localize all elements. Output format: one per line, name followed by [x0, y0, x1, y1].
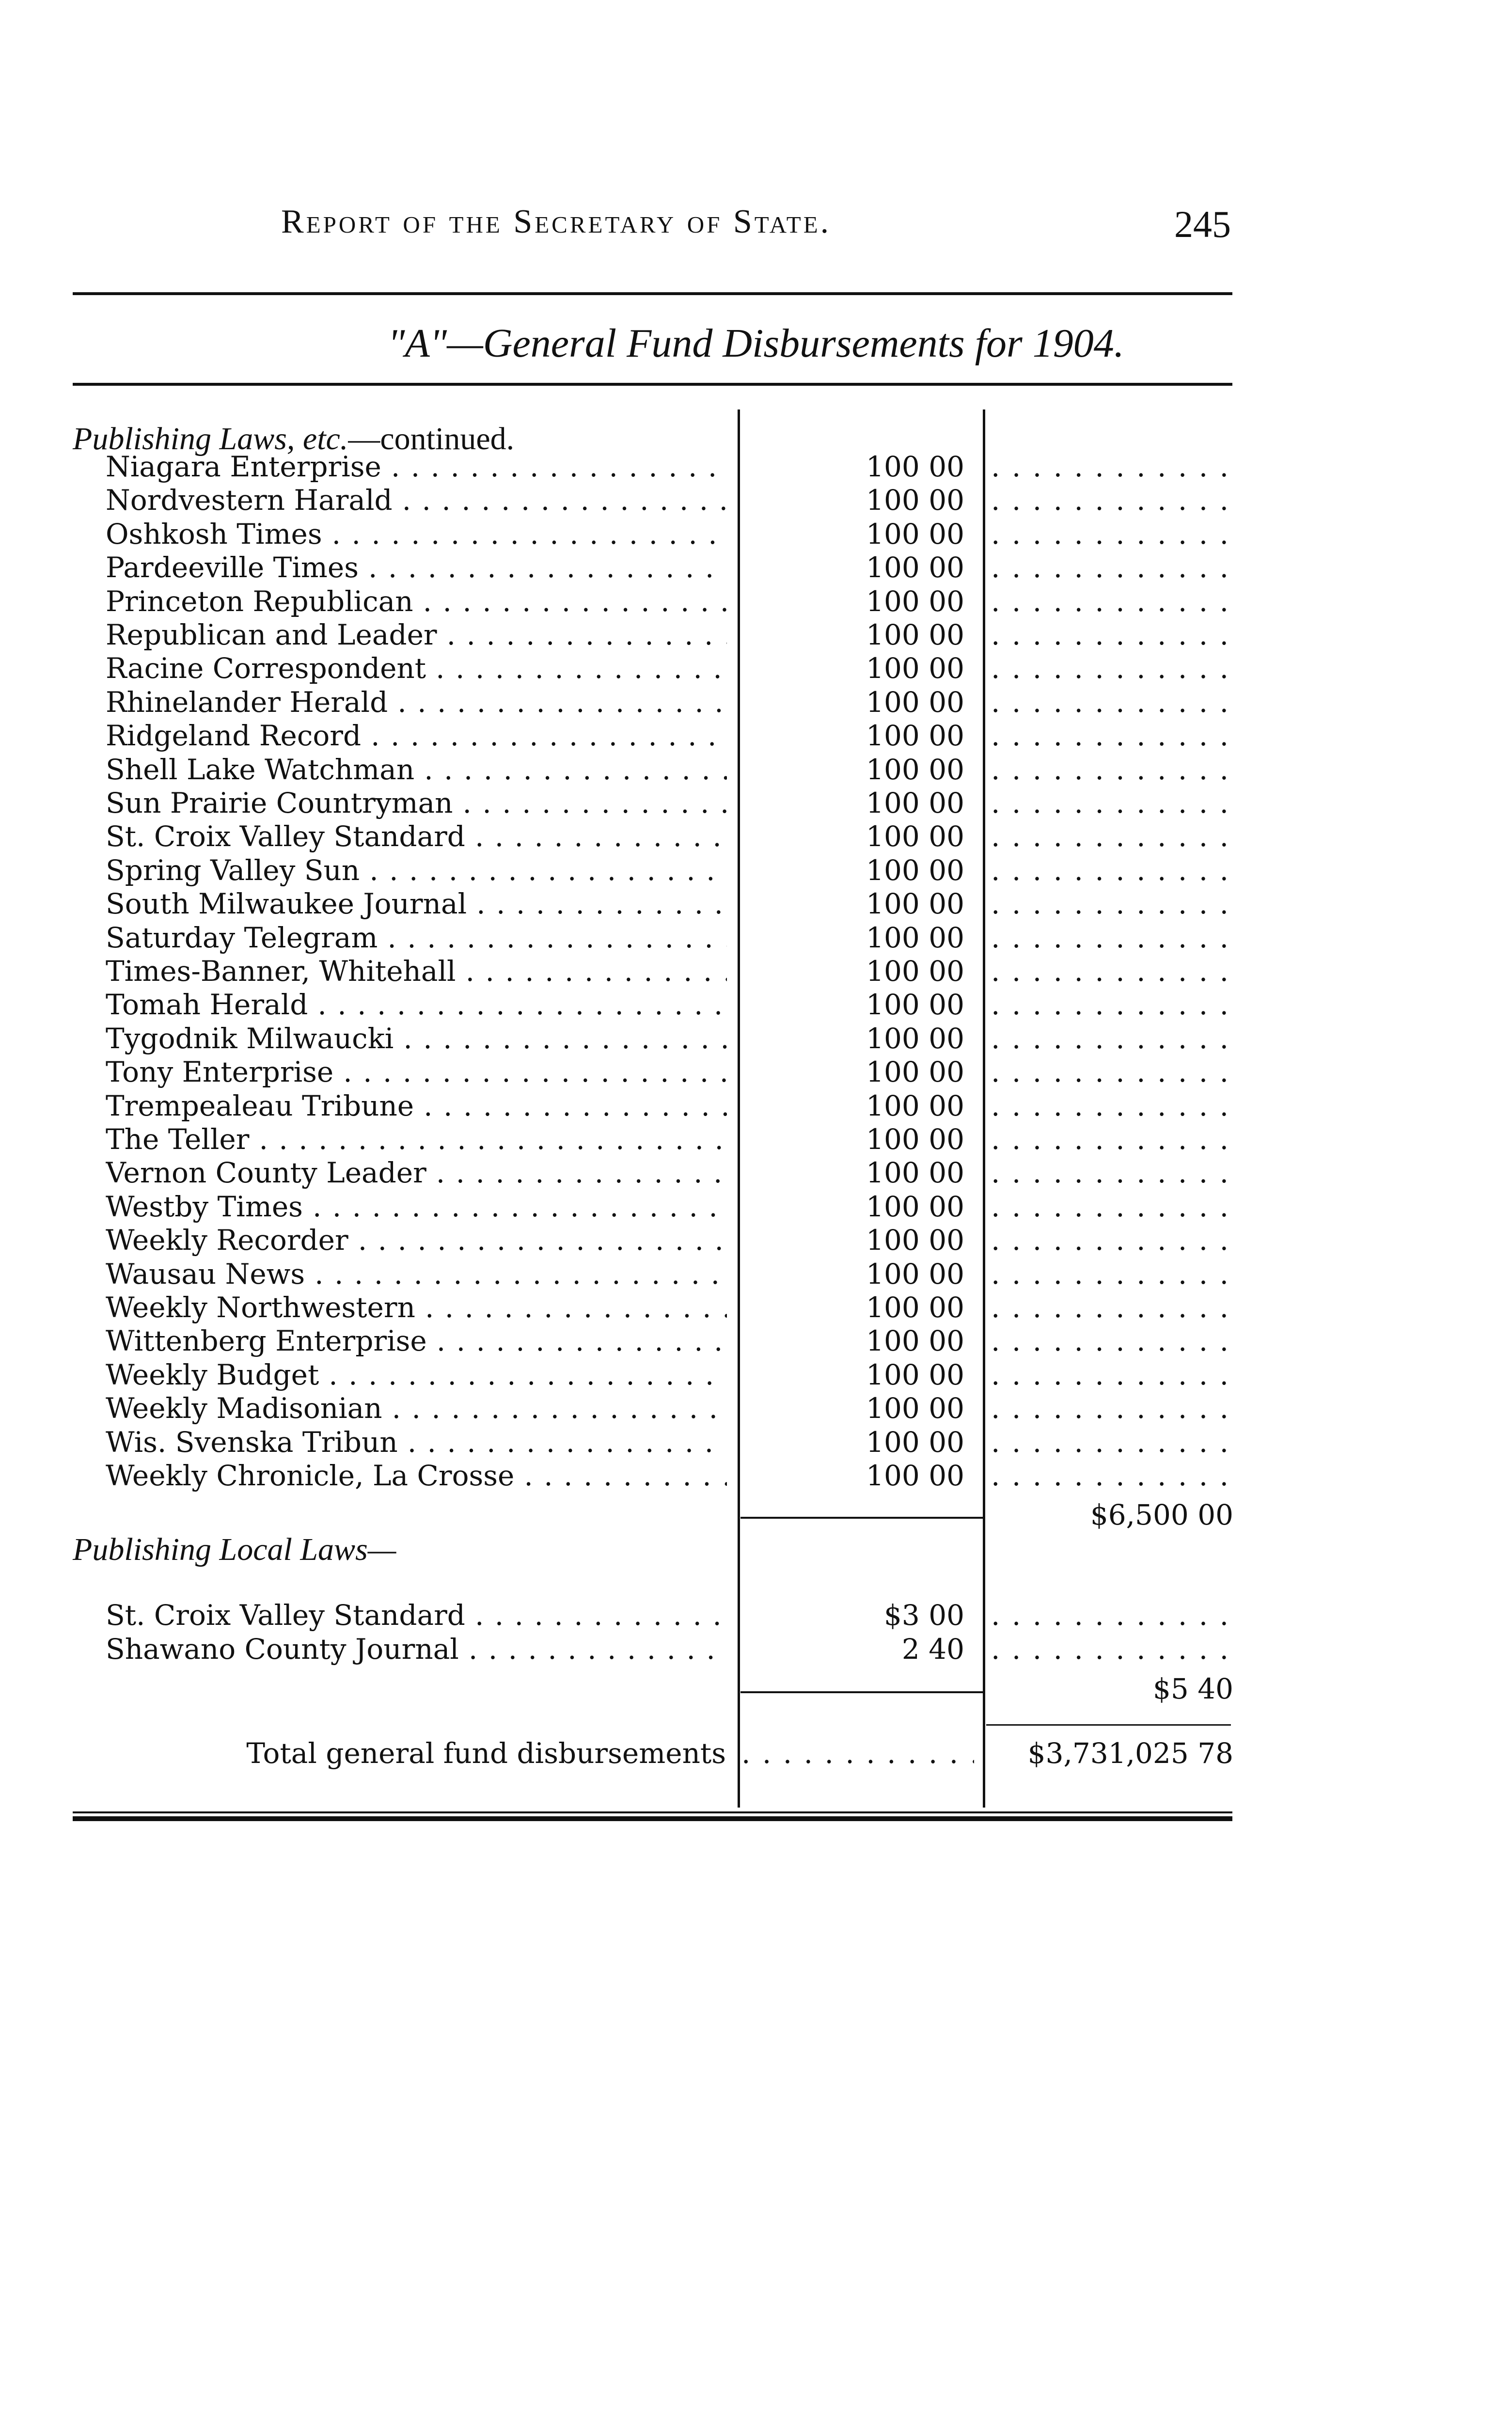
total-column-dots — [991, 754, 1236, 786]
leader-dots — [305, 1258, 727, 1290]
table-row — [0, 1191, 1512, 1223]
table-row — [0, 989, 1512, 1021]
total-column-dots — [991, 1325, 1236, 1357]
leader-dots — [319, 1359, 727, 1391]
total-column-dots — [991, 1224, 1236, 1256]
leader-dots — [249, 1123, 727, 1155]
total-column-dots — [991, 1023, 1236, 1054]
leader-dots — [361, 720, 727, 752]
paper-name: Tygodnik Milwaucki . . . — [106, 1023, 727, 1054]
paper-name: Shawano County Journal . . . — [106, 1633, 727, 1665]
paper-name: Oshkosh Times . . . — [106, 518, 727, 550]
table-row — [0, 787, 1512, 819]
leader-dots — [437, 619, 727, 651]
amount: 100 00 — [866, 1089, 964, 1122]
total-label: Total general fund disbursements — [246, 1737, 726, 1770]
paper-name: Weekly Northwestern . . . — [106, 1291, 727, 1323]
page-header — [281, 203, 1231, 251]
running-title: Report of the Secretary of State. — [281, 203, 832, 240]
amount: 100 00 — [866, 517, 964, 551]
table-row — [0, 1359, 1512, 1391]
total-amount: $3,731,025 78 — [1027, 1737, 1233, 1770]
paper-name: Pardeeville Times . . . — [106, 551, 727, 583]
total-column-dots — [991, 518, 1236, 550]
amount: 100 00 — [866, 1425, 964, 1459]
leader-dots — [514, 1460, 727, 1492]
table-row — [0, 1633, 1512, 1665]
total-column-dots — [991, 1056, 1236, 1088]
total-column-dots — [991, 1090, 1236, 1122]
amount: 100 00 — [866, 988, 964, 1022]
table-row — [0, 686, 1512, 718]
amount: 100 00 — [866, 1055, 964, 1089]
paper-name: Weekly Chronicle, La Crosse . . . — [106, 1460, 727, 1492]
table-row — [0, 518, 1512, 550]
total-column-dots — [991, 1123, 1236, 1155]
leader-dots — [360, 854, 727, 886]
paper-name: Tony Enterprise . . . — [106, 1056, 727, 1088]
total-column-dots — [991, 1291, 1236, 1323]
paper-name: Westby Times . . . — [106, 1191, 727, 1223]
leader-dots — [394, 1023, 727, 1054]
total-row — [0, 1737, 1512, 1769]
table-row — [0, 888, 1512, 920]
paper-name: Sun Prairie Countryman . . . — [106, 787, 727, 819]
amount: 100 00 — [866, 618, 964, 651]
amount: 100 00 — [866, 685, 964, 719]
page-number: 245 — [1174, 203, 1231, 245]
amount: 100 00 — [866, 450, 964, 483]
paper-name: St. Croix Valley Standard . . . — [106, 820, 727, 852]
section-heading-publishing-laws: Publishing Laws, etc.—continued. — [73, 421, 515, 456]
paper-name: Weekly Recorder . . . — [106, 1224, 727, 1256]
table-row — [0, 720, 1512, 752]
table-row — [0, 1023, 1512, 1054]
amount: 2 40 — [901, 1633, 964, 1666]
paper-name: Ridgeland Record . . . — [106, 720, 727, 752]
section-heading-local-laws: Publishing Local Laws— — [73, 1532, 396, 1567]
paper-name: Princeton Republican . . . — [106, 585, 727, 617]
subtotal-publishing-laws: $6,500 00 — [1090, 1498, 1233, 1531]
subtitle-rule — [73, 383, 1232, 386]
total-column-dots — [991, 820, 1236, 852]
total-column-dots — [991, 484, 1236, 516]
total-column-dots — [991, 652, 1236, 684]
table-row — [0, 922, 1512, 954]
total-column-dots — [991, 888, 1236, 920]
leader-dots — [415, 1291, 727, 1323]
header-rule — [73, 292, 1232, 295]
amount: 100 00 — [866, 719, 964, 753]
paper-name: Times-Banner, Whitehall . . . — [106, 955, 727, 987]
total-column-dots — [991, 989, 1236, 1021]
paper-name: St. Croix Valley Standard . . . — [106, 1599, 727, 1631]
paper-name: Wittenberg Enterprise . . . — [106, 1325, 727, 1357]
amount: 100 00 — [866, 887, 964, 921]
leader-dots — [348, 1224, 727, 1256]
amount: 100 00 — [866, 1324, 964, 1358]
amount: 100 00 — [866, 1156, 964, 1190]
total-column-dots — [991, 1426, 1236, 1458]
paper-name: South Milwaukee Journal . . . — [106, 888, 727, 920]
subtotal-local-laws: $5 40 — [1152, 1672, 1233, 1705]
leader-dots — [453, 787, 727, 819]
table-title: "A"—General Fund Disbursements for 1904. — [388, 321, 1124, 366]
table-row — [0, 451, 1512, 483]
paper-name: Tomah Herald . . . — [106, 989, 727, 1021]
subtotal-row-2 — [0, 1673, 1512, 1705]
paper-name: Weekly Budget . . . — [106, 1359, 727, 1391]
amount: 100 00 — [866, 1291, 964, 1324]
total-column-dots — [991, 1359, 1236, 1391]
amount: 100 00 — [866, 551, 964, 584]
amount: 100 00 — [866, 1224, 964, 1257]
total-column-dots — [991, 1157, 1236, 1189]
leader-dots — [333, 1056, 727, 1088]
table-row — [0, 1090, 1512, 1122]
total-column-dots — [991, 720, 1236, 752]
table-row — [0, 1258, 1512, 1290]
paper-name: Republican and Leader . . . — [106, 619, 727, 651]
leader-dots — [382, 1392, 727, 1424]
total-rule — [986, 1724, 1231, 1726]
amount: 100 00 — [866, 1358, 964, 1391]
amount: 100 00 — [866, 1190, 964, 1223]
table-row — [0, 652, 1512, 684]
amount: 100 00 — [866, 1459, 964, 1492]
table-row — [0, 1426, 1512, 1458]
total-column-dots — [991, 585, 1236, 617]
leader-dots — [381, 451, 727, 483]
leader-dots — [322, 518, 727, 550]
paper-name: The Teller . . . — [106, 1123, 727, 1155]
total-column-dots — [991, 1258, 1236, 1290]
total-column-dots — [991, 922, 1236, 954]
table-row — [0, 1291, 1512, 1323]
paper-name: Rhinelander Herald . . . — [106, 686, 727, 718]
total-column-dots — [991, 1599, 1236, 1631]
leader-dots — [465, 1599, 727, 1631]
amount: 100 00 — [866, 1257, 964, 1290]
paper-name: Spring Valley Sun . . . — [106, 854, 727, 886]
table-row — [0, 1056, 1512, 1088]
leader-dots — [393, 484, 727, 516]
leader-dots — [426, 1157, 727, 1189]
paper-name: Saturday Telegram . . . — [106, 922, 727, 954]
table-row — [0, 754, 1512, 786]
bottom-rule-thick — [73, 1816, 1232, 1821]
leader-dots — [426, 652, 727, 684]
table-row — [0, 1224, 1512, 1256]
leader-dots — [398, 1426, 727, 1458]
leader-dots — [388, 686, 727, 718]
total-column-dots — [991, 551, 1236, 583]
leader-dots — [414, 754, 727, 786]
total-column-dots — [991, 1392, 1236, 1424]
amount: 100 00 — [866, 1022, 964, 1055]
leader-dots — [308, 989, 727, 1021]
total-column-dots — [991, 1633, 1236, 1665]
paper-name: Trempealeau Tribune . . . — [106, 1090, 727, 1122]
table-row — [0, 484, 1512, 516]
total-column-dots — [991, 619, 1236, 651]
amount: 100 00 — [866, 853, 964, 887]
total-column-dots — [991, 451, 1236, 483]
amount: 100 00 — [866, 753, 964, 786]
amount: 100 00 — [866, 1392, 964, 1425]
amount: 100 00 — [866, 1123, 964, 1156]
amount: 100 00 — [866, 955, 964, 988]
subtotal-row-1 — [0, 1499, 1512, 1531]
leader-dots — [467, 888, 727, 920]
table-row — [0, 585, 1512, 617]
paper-name: Wis. Svenska Tribun . . . — [106, 1426, 727, 1458]
table-row — [0, 1599, 1512, 1631]
table-row — [0, 820, 1512, 852]
table-row — [0, 1123, 1512, 1155]
paper-name: Weekly Madisonian . . . — [106, 1392, 727, 1424]
bottom-rule-thin — [73, 1811, 1232, 1813]
total-leader-dots — [741, 1737, 974, 1769]
leader-dots — [378, 922, 727, 954]
table-row — [0, 1325, 1512, 1357]
amount: $3 00 — [883, 1599, 964, 1632]
total-column-dots — [991, 1191, 1236, 1223]
paper-name: Vernon County Leader . . . — [106, 1157, 727, 1189]
leader-dots — [359, 551, 727, 583]
total-column-dots — [991, 1460, 1236, 1492]
total-column-dots — [991, 955, 1236, 987]
amount: 100 00 — [866, 787, 964, 819]
table-row — [0, 955, 1512, 987]
table-row — [0, 1157, 1512, 1189]
leader-dots — [459, 1633, 727, 1665]
paper-name: Racine Correspondent . . . — [106, 652, 727, 684]
table-row — [0, 619, 1512, 651]
table-row — [0, 854, 1512, 886]
paper-name: Shell Lake Watchman . . . — [106, 754, 727, 786]
leader-dots — [465, 820, 727, 852]
leader-dots — [456, 955, 727, 987]
amount: 100 00 — [866, 820, 964, 853]
leader-dots — [413, 585, 727, 617]
total-column-dots — [991, 854, 1236, 886]
paper-name: Nordvestern Harald . . . — [106, 484, 727, 516]
amount: 100 00 — [866, 484, 964, 517]
amount: 100 00 — [866, 584, 964, 618]
amount: 100 00 — [866, 921, 964, 954]
paper-name: Wausau News . . . — [106, 1258, 727, 1290]
amount: 100 00 — [866, 652, 964, 685]
total-column-dots — [991, 686, 1236, 718]
table-row — [0, 1460, 1512, 1492]
leader-dots — [427, 1325, 727, 1357]
paper-name: Niagara Enterprise . . . — [106, 451, 727, 483]
leader-dots — [303, 1191, 727, 1223]
table-row — [0, 551, 1512, 583]
leader-dots — [414, 1090, 727, 1122]
total-column-dots — [991, 787, 1236, 819]
table-row — [0, 1392, 1512, 1424]
